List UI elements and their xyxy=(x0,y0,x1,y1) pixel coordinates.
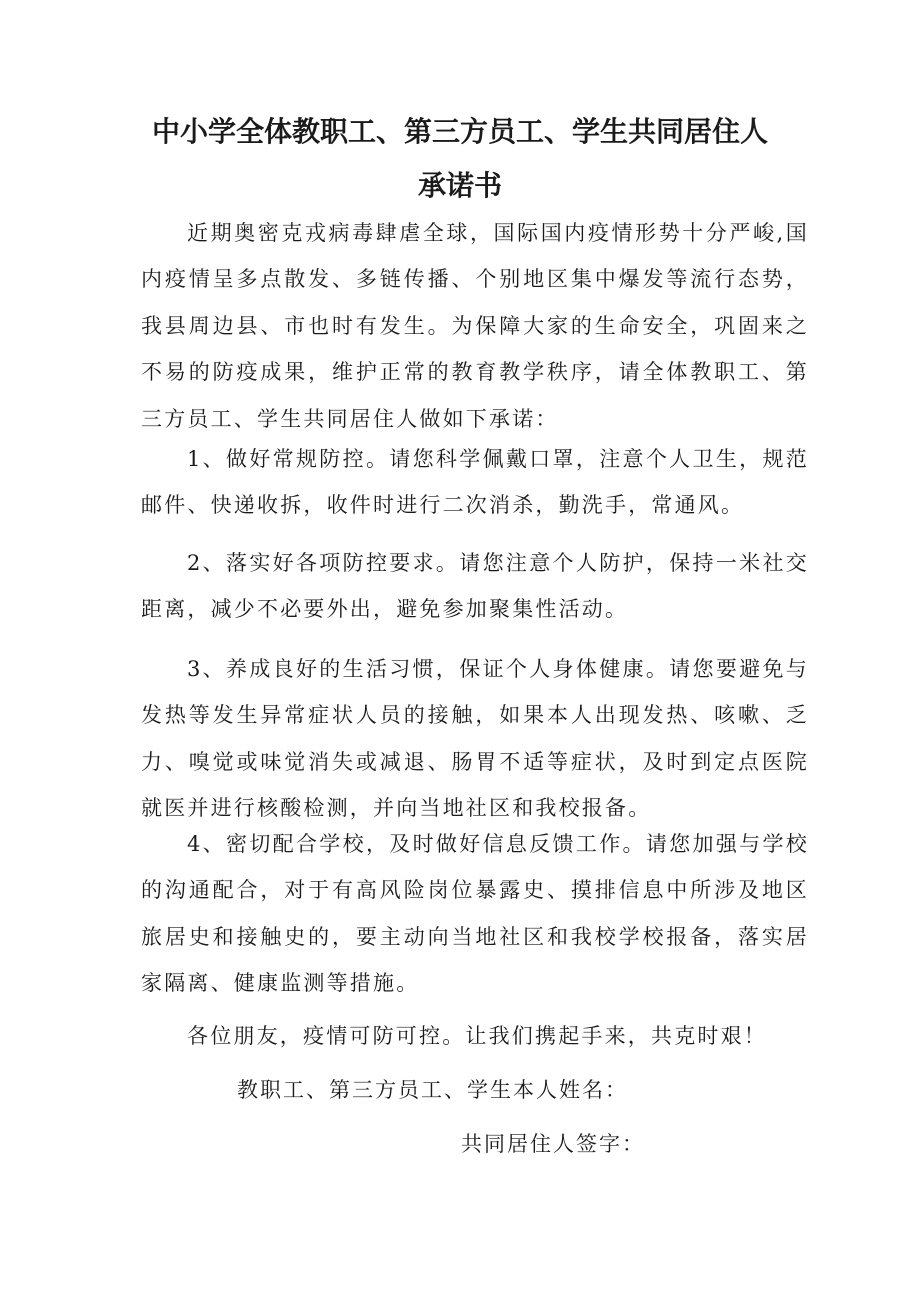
signature-name-label: 教职工、第三方员工、学生本人姓名： xyxy=(237,1078,628,1102)
intro-paragraph: 近期奥密克戎病毒肆虐全球，国际国内疫情形势十分严峻,国内疫情呈多点散发、多链传播、个别地区集中爆发等流行态势，我县周边县、市也时有发生。为保障大家的生命安全，巩固来之不易的防疫成果，维护正常的教育教学秩序，请全体教职工、第三方员工、学生共同居住人做如下承诺： xyxy=(141,221,809,431)
document-title-line2: 承诺书 xyxy=(417,169,502,202)
document-title-line1: 中小学全体教职工、第三方员工、学生共同居住人 xyxy=(151,115,768,148)
signature-cohabitant-label: 共同居住人签字： xyxy=(461,1132,645,1156)
closing-paragraph: 各位朋友，疫情可防可控。让我们携起手来，共克时艰！ xyxy=(187,1024,767,1048)
commitment-item-3: 3、养成良好的生活习惯，保证个人身体健康。请您要避免与发热等发生异常症状人员的接触，如果本人出现发热、咳嗽、乏力、嗅觉或味觉消失或减退、肠胃不适等症状，及时到定点医院就医并进行核酸检测，并向当地社区和我校报备。 xyxy=(141,657,809,821)
commitment-item-4: 4、密切配合学校，及时做好信息反馈工作。请您加强与学校的沟通配合，对于有高风险岗位暴露史、摸排信息中所涉及地区旅居史和接触史的，要主动向当地社区和我校学校报备，落实居家隔离、健康监测等措施。 xyxy=(141,832,809,996)
commitment-item-2: 2、落实好各项防控要求。请您注意个人防护，保持一米社交距离，减少不必要外出，避免参加聚集性活动。 xyxy=(141,551,809,622)
commitment-item-1: 1、做好常规防控。请您科学佩戴口罩，注意个人卫生，规范邮件、快递收拆，收件时进行二次消杀，勤洗手，常通风。 xyxy=(141,447,809,518)
